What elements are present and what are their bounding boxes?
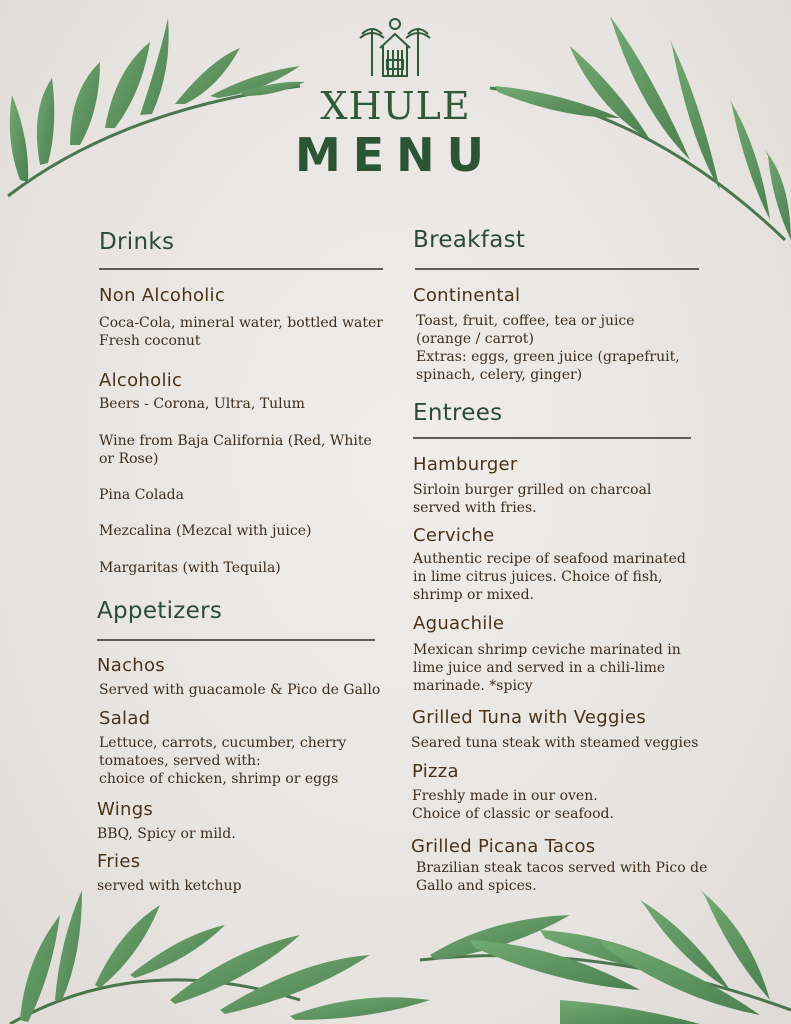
item-name-wings: Wings [97, 799, 154, 820]
drink-line: Mezcalina (Mezcal with juice) [99, 523, 312, 539]
section-title-appetizers: Appetizers [97, 598, 223, 624]
item-desc-line: Lettuce, carrots, cucumber, cherry [99, 735, 347, 751]
divider [99, 268, 383, 270]
item-desc-line: Sirloin burger grilled on charcoal [413, 482, 652, 498]
divider [415, 268, 699, 270]
section-title-drinks: Drinks [99, 229, 175, 255]
item-desc-line: choice of chicken, shrimp or eggs [99, 771, 339, 787]
item-desc-line: shrimp or mixed. [413, 587, 534, 603]
item-name-pizza: Pizza [412, 761, 459, 782]
drink-line: Pina Colada [99, 487, 184, 503]
divider [413, 437, 691, 439]
item-desc-line: BBQ, Spicy or mild. [97, 826, 236, 842]
item-desc-line: Toast, fruit, coffee, tea or juice [416, 313, 635, 329]
item-name-hamburger: Hamburger [413, 454, 518, 475]
item-desc-line: Mexican shrimp ceviche marinated in [413, 642, 681, 658]
item-name-continental: Continental [413, 285, 521, 306]
item-desc-line: Freshly made in our oven. [412, 788, 598, 804]
item-desc-line: in lime citrus juices. Choice of fish, [413, 569, 663, 585]
item-desc-line: Fresh coconut [99, 333, 201, 349]
item-name-salad: Salad [99, 708, 151, 729]
drink-line: or Rose) [99, 451, 159, 467]
item-name-cerviche: Cerviche [413, 525, 495, 546]
item-desc-line: Seared tuna steak with steamed veggies [411, 735, 699, 751]
item-name-picana-tacos: Grilled Picana Tacos [411, 836, 596, 857]
drink-line: Wine from Baja California (Red, White [99, 433, 372, 449]
item-desc-line: marinade. *spicy [413, 678, 533, 694]
section-title-breakfast: Breakfast [413, 227, 526, 253]
item-desc-line: Served with guacamole & Pico de Gallo [99, 682, 381, 698]
drink-line: Margaritas (with Tequila) [99, 560, 281, 576]
item-name-non-alcoholic: Non Alcoholic [99, 285, 226, 306]
item-desc-line: Brazilian steak tacos served with Pico de [416, 860, 708, 876]
item-name-aguachile: Aguachile [413, 613, 505, 634]
item-desc-line: served with fries. [413, 500, 537, 516]
page-title: MENU [294, 128, 497, 182]
brand-name: XHULE [320, 84, 471, 128]
section-title-entrees: Entrees [413, 400, 503, 426]
item-name-alcoholic: Alcoholic [99, 370, 183, 391]
item-desc-line: spinach, celery, ginger) [416, 367, 583, 383]
item-desc-line: lime juice and served in a chili-lime [413, 660, 666, 676]
item-name-fries: Fries [97, 851, 141, 872]
item-desc-line: tomatoes, served with: [99, 753, 261, 769]
item-desc-line: Coca-Cola, mineral water, bottled water [99, 315, 383, 331]
item-desc-line: (orange / carrot) [416, 331, 534, 347]
divider [97, 639, 375, 641]
item-name-grilled-tuna: Grilled Tuna with Veggies [412, 707, 647, 728]
item-desc-line: Extras: eggs, green juice (grapefruit, [416, 349, 680, 365]
item-desc-line: Choice of classic or seafood. [412, 806, 614, 822]
item-name-nachos: Nachos [97, 655, 165, 676]
item-desc-line: served with ketchup [97, 878, 242, 894]
item-desc-line: Authentic recipe of seafood marinated [413, 551, 686, 567]
item-desc-line: Gallo and spices. [416, 878, 537, 894]
drink-line: Beers - Corona, Ultra, Tulum [99, 396, 305, 412]
palm-hut-icon [350, 16, 440, 80]
